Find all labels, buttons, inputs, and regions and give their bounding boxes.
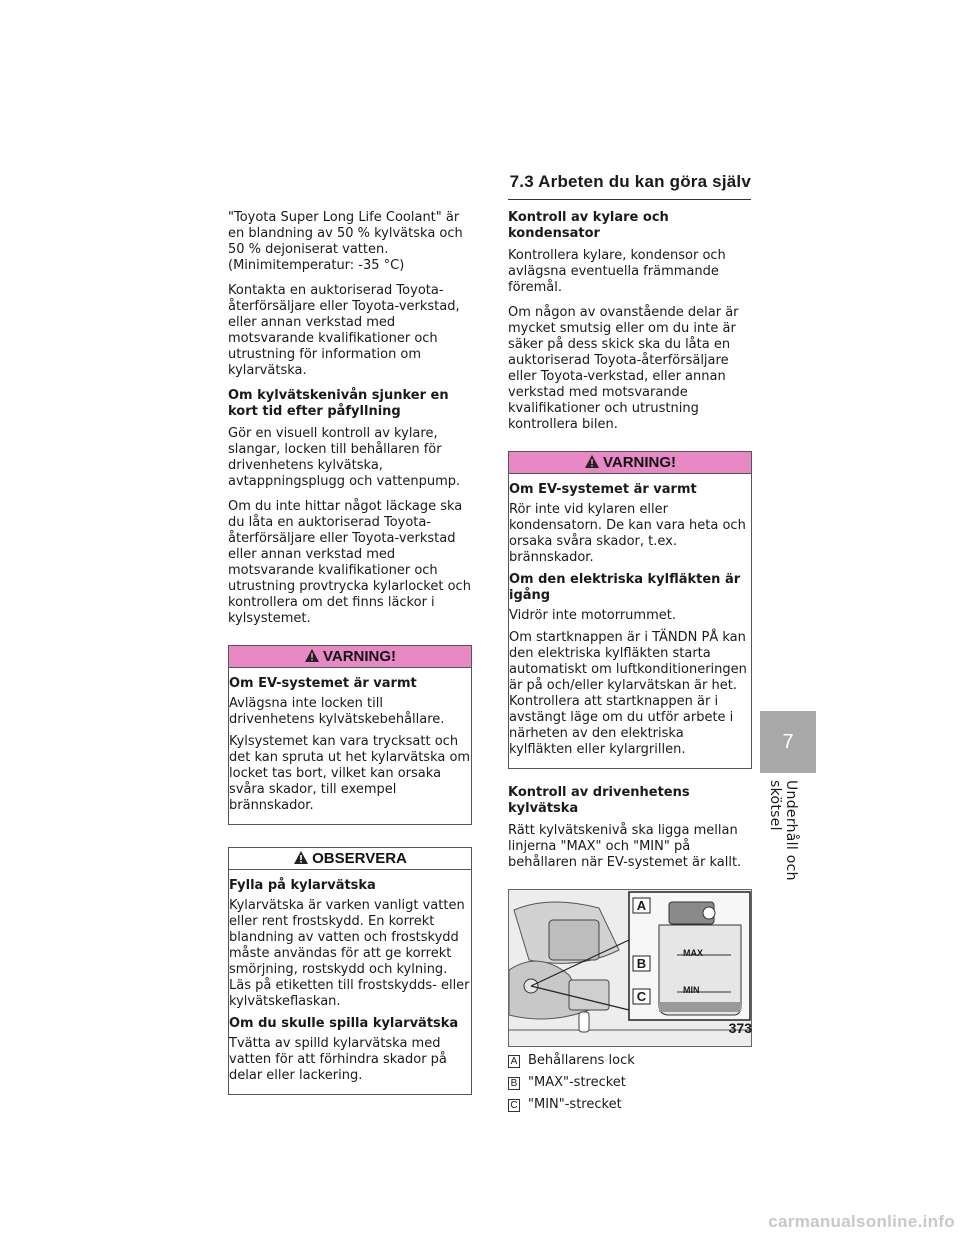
left-column — [228, 210, 472, 1111]
warning-title: VARNING! — [322, 648, 397, 665]
legend-text-b: "MAX"-strecket — [528, 1075, 626, 1090]
warning-text-2: Vidrör inte motorrummet. — [509, 608, 676, 623]
notice-heading-2: Om du skulle spilla kylarvätska — [229, 1016, 459, 1031]
notice-text-2: Tvätta av spilld kylarvätska med vatten för att förhindra skador på delar eller lackering. — [229, 1036, 447, 1083]
section-title: 7.3 Arbeten du kan göra själv — [509, 172, 751, 191]
heading-drive-coolant: Kontroll av drivenhetens kylvätska — [508, 785, 690, 816]
legend-badge-b: B — [508, 1077, 520, 1090]
paragraph-no-leak: Om du inte hittar något läckage ska du låta en auktoriserad Toyota-återförsäljare eller Toyota-verkstad eller annan verkstad med motsvarande kvalifikationer och utrustning provtrycka kylarlocket och kontrollera om det finns läckor i kylsystemet. — [228, 499, 471, 626]
legend-badge-c: C — [508, 1099, 520, 1112]
diagram-label-a: A — [636, 898, 647, 913]
notice-triangle-icon — [293, 850, 309, 868]
watermark-logo: carmanualsonline.info — [768, 1212, 955, 1231]
notice-heading-1: Fylla på kylarvätska — [229, 878, 376, 893]
min-marking: MIN — [683, 985, 700, 995]
diagram-label-b: B — [636, 956, 647, 971]
right-column — [508, 210, 752, 1113]
warning-box-left — [228, 645, 472, 825]
warning-header — [509, 452, 751, 474]
warning-heading-1: Om EV-systemet är varmt — [509, 482, 697, 497]
legend-item-c — [508, 1097, 752, 1113]
paragraph-dirty-parts: Om någon av ovanstående delar är mycket smutsig eller om du inte är säker på dess skick ska du låta en auktoriserad Toyota-återförsäljare eller Toyota-verkstad, eller annan verkstad med motsvarande kvalifikationer och utrustning kontrollera bilen. — [508, 305, 739, 432]
legend-text-c: "MIN"-strecket — [528, 1097, 622, 1112]
warning-text-3: Om startknappen är i TÄNDN PÅ kan den elektriska kylfläkten starta automatiskt om luftkonditioneringen är på och/eller kylarvätskan är het. Kontrollera att startknappen är i avstängt läge om du utför arbete i närheten av den elektriska kylfläkten eller kylargrillen. — [509, 630, 747, 757]
max-marking: MAX — [683, 948, 703, 958]
warning-body — [229, 668, 471, 824]
chapter-number: 7 — [782, 730, 794, 753]
warning-triangle-icon — [304, 648, 320, 666]
page-number: 373 — [728, 1020, 752, 1036]
notice-header — [229, 848, 471, 870]
notice-body — [229, 870, 471, 1094]
paragraph-contact-dealer: Kontakta en auktoriserad Toyota-återförsäljare eller Toyota-verkstad, eller annan verkstad med motsvarande kvalifikationer och utrustning för information om kylarvätska. — [228, 283, 460, 378]
notice-title: OBSERVERA — [312, 850, 407, 867]
notice-text-1: Kylarvätska är varken vanligt vatten eller rent frostskydd. En korrekt blandning av vatten och frostskydd måste användas för att ge korrekt smörjning, rostskydd och kylning. Läs på etiketten till frostskydds- eller kylvätskeflaskan. — [229, 898, 470, 1009]
legend — [508, 1053, 752, 1113]
warning-box-right — [508, 451, 752, 769]
legend-item-b — [508, 1075, 752, 1091]
paragraph-coolant-level: Rätt kylvätskenivå ska ligga mellan linjerna "MAX" och "MIN" på behållaren när EV-systemet är kallt. — [508, 823, 742, 870]
warning-title: VARNING! — [602, 454, 677, 471]
paragraph-coolant-mix: "Toyota Super Long Life Coolant" är en blandning av 50 % kylvätska och 50 % dejoniserat vatten. (Minimitemperatur: -35 °C) — [228, 210, 463, 273]
warning-triangle-icon — [584, 454, 600, 472]
legend-text-a: Behållarens lock — [528, 1053, 635, 1068]
notice-box — [228, 847, 472, 1095]
heading-level-drops: Om kylvätskenivån sjunker en kort tid efter påfyllning — [228, 388, 449, 419]
paragraph-visual-check: Gör en visuell kontroll av kylare, slangar, locken till behållaren för drivenhetens kylvätska, avtappningsplugg och vattenpump. — [228, 426, 461, 489]
warning-text-1: Avlägsna inte locken till drivenhetens kylvätskebehållare. — [229, 696, 445, 727]
warning-body — [509, 474, 751, 768]
legend-item-a — [508, 1053, 752, 1069]
heading-radiator-check: Kontroll av kylare och kondensator — [508, 210, 669, 241]
legend-badge-a: A — [508, 1055, 520, 1068]
diagram-label-c: C — [636, 989, 647, 1004]
chapter-side-label: Underhåll och skötsel — [767, 780, 799, 881]
warning-header — [229, 646, 471, 668]
warning-heading-2: Om den elektriska kylfläkten är igång — [509, 572, 741, 603]
warning-text-2: Kylsystemet kan vara trycksatt och det kan spruta ut het kylarvätska om locket tas bort, vilket kan orsaka svåra skador, till exempel brännskador. — [229, 734, 471, 813]
paragraph-radiator-check: Kontrollera kylare, kondensor och avlägsna eventuella främmande föremål. — [508, 248, 726, 295]
chapter-tab — [760, 711, 816, 773]
warning-text-1: Rör inte vid kylaren eller kondensatorn. De kan vara heta och orsaka svåra skador, t.ex. brännskador. — [509, 502, 746, 565]
warning-heading: Om EV-systemet är varmt — [229, 676, 417, 691]
page-header — [508, 172, 751, 200]
